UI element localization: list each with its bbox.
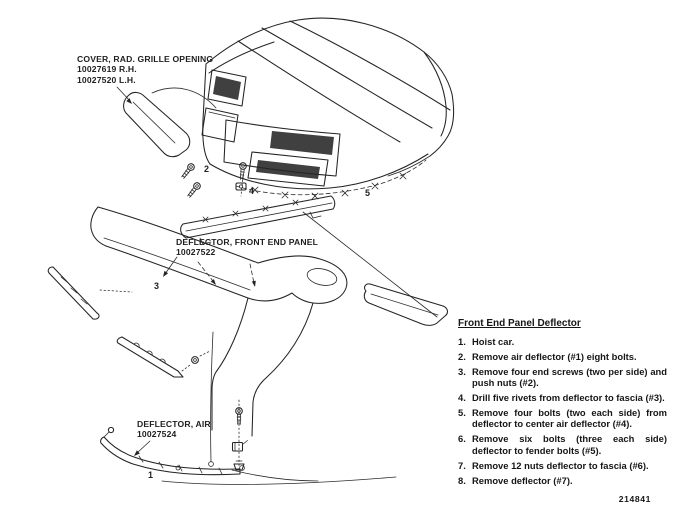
procedure-column — [458, 318, 667, 504]
label-line: 10027520 L.H. — [77, 74, 136, 85]
step-text: Drill five rivets from deflector to fascia (#3). — [472, 392, 665, 404]
air-deflector-drawing — [101, 332, 396, 484]
lower-left-strip-drawing — [117, 337, 210, 377]
label-line: 10027524 — [137, 429, 177, 440]
step-text: Remove four bolts (two each side) from deflector to center air deflector (#4). — [472, 407, 667, 430]
bottom-fastener-stack-drawing — [232, 400, 318, 481]
label-line: DEFLECTOR, FRONT END PANEL — [176, 237, 319, 247]
label-deflector-air — [137, 419, 211, 440]
procedure-step — [458, 392, 667, 403]
callout-4: 4 — [249, 186, 255, 196]
label-deflector-front-end-panel — [176, 237, 318, 258]
label-cover-rad-grille — [77, 54, 213, 85]
step-number: 7. — [458, 459, 466, 471]
step-text: Remove four end screws (two per side) and push nuts (#2). — [472, 365, 667, 389]
figure-number: 214841 — [618, 493, 651, 504]
procedure-step — [458, 336, 667, 347]
callout-5: 5 — [365, 188, 371, 198]
procedure-step — [458, 366, 667, 389]
callout-1: 1 — [148, 470, 154, 480]
procedure-step — [458, 460, 667, 471]
label-line: 10027619 R.H. — [77, 64, 137, 75]
step-text: Remove six bolts (three each side) deflector to fender bolts (#5). — [472, 433, 667, 456]
right-end-strip-drawing — [364, 284, 447, 326]
cover-rad-grille-drawing — [117, 87, 216, 157]
callout-2: 2 — [204, 164, 210, 174]
procedure-step — [458, 407, 667, 430]
procedure-step — [458, 433, 667, 456]
step-number: 8. — [458, 474, 466, 486]
step-number: 6. — [458, 433, 466, 445]
car-front-clip-drawing — [202, 18, 454, 199]
step-text: Hoist car. — [472, 336, 515, 347]
step-text: Remove deflector (#7). — [472, 474, 573, 486]
step-number: 5. — [458, 407, 466, 419]
procedure-step — [458, 475, 667, 486]
step-number: 1. — [458, 336, 466, 347]
label-line: COVER, RAD. GRILLE OPENING — [77, 54, 214, 64]
label-line: 10027522 — [176, 247, 216, 258]
callout-3: 3 — [154, 281, 160, 291]
end-screws-drawing — [180, 162, 202, 198]
step-number: 3. — [458, 365, 466, 377]
procedure-step — [458, 351, 667, 362]
step-text: Remove air deflector (#1) eight bolts. — [472, 350, 637, 362]
step-number: 4. — [458, 392, 466, 404]
label-line: DEFLECTOR, AIR — [137, 419, 211, 429]
step-number: 2. — [458, 350, 466, 362]
procedure-title: Front End Panel Deflector — [458, 318, 581, 329]
step-text: Remove 12 nuts deflector to fascia (#6). — [472, 459, 649, 471]
